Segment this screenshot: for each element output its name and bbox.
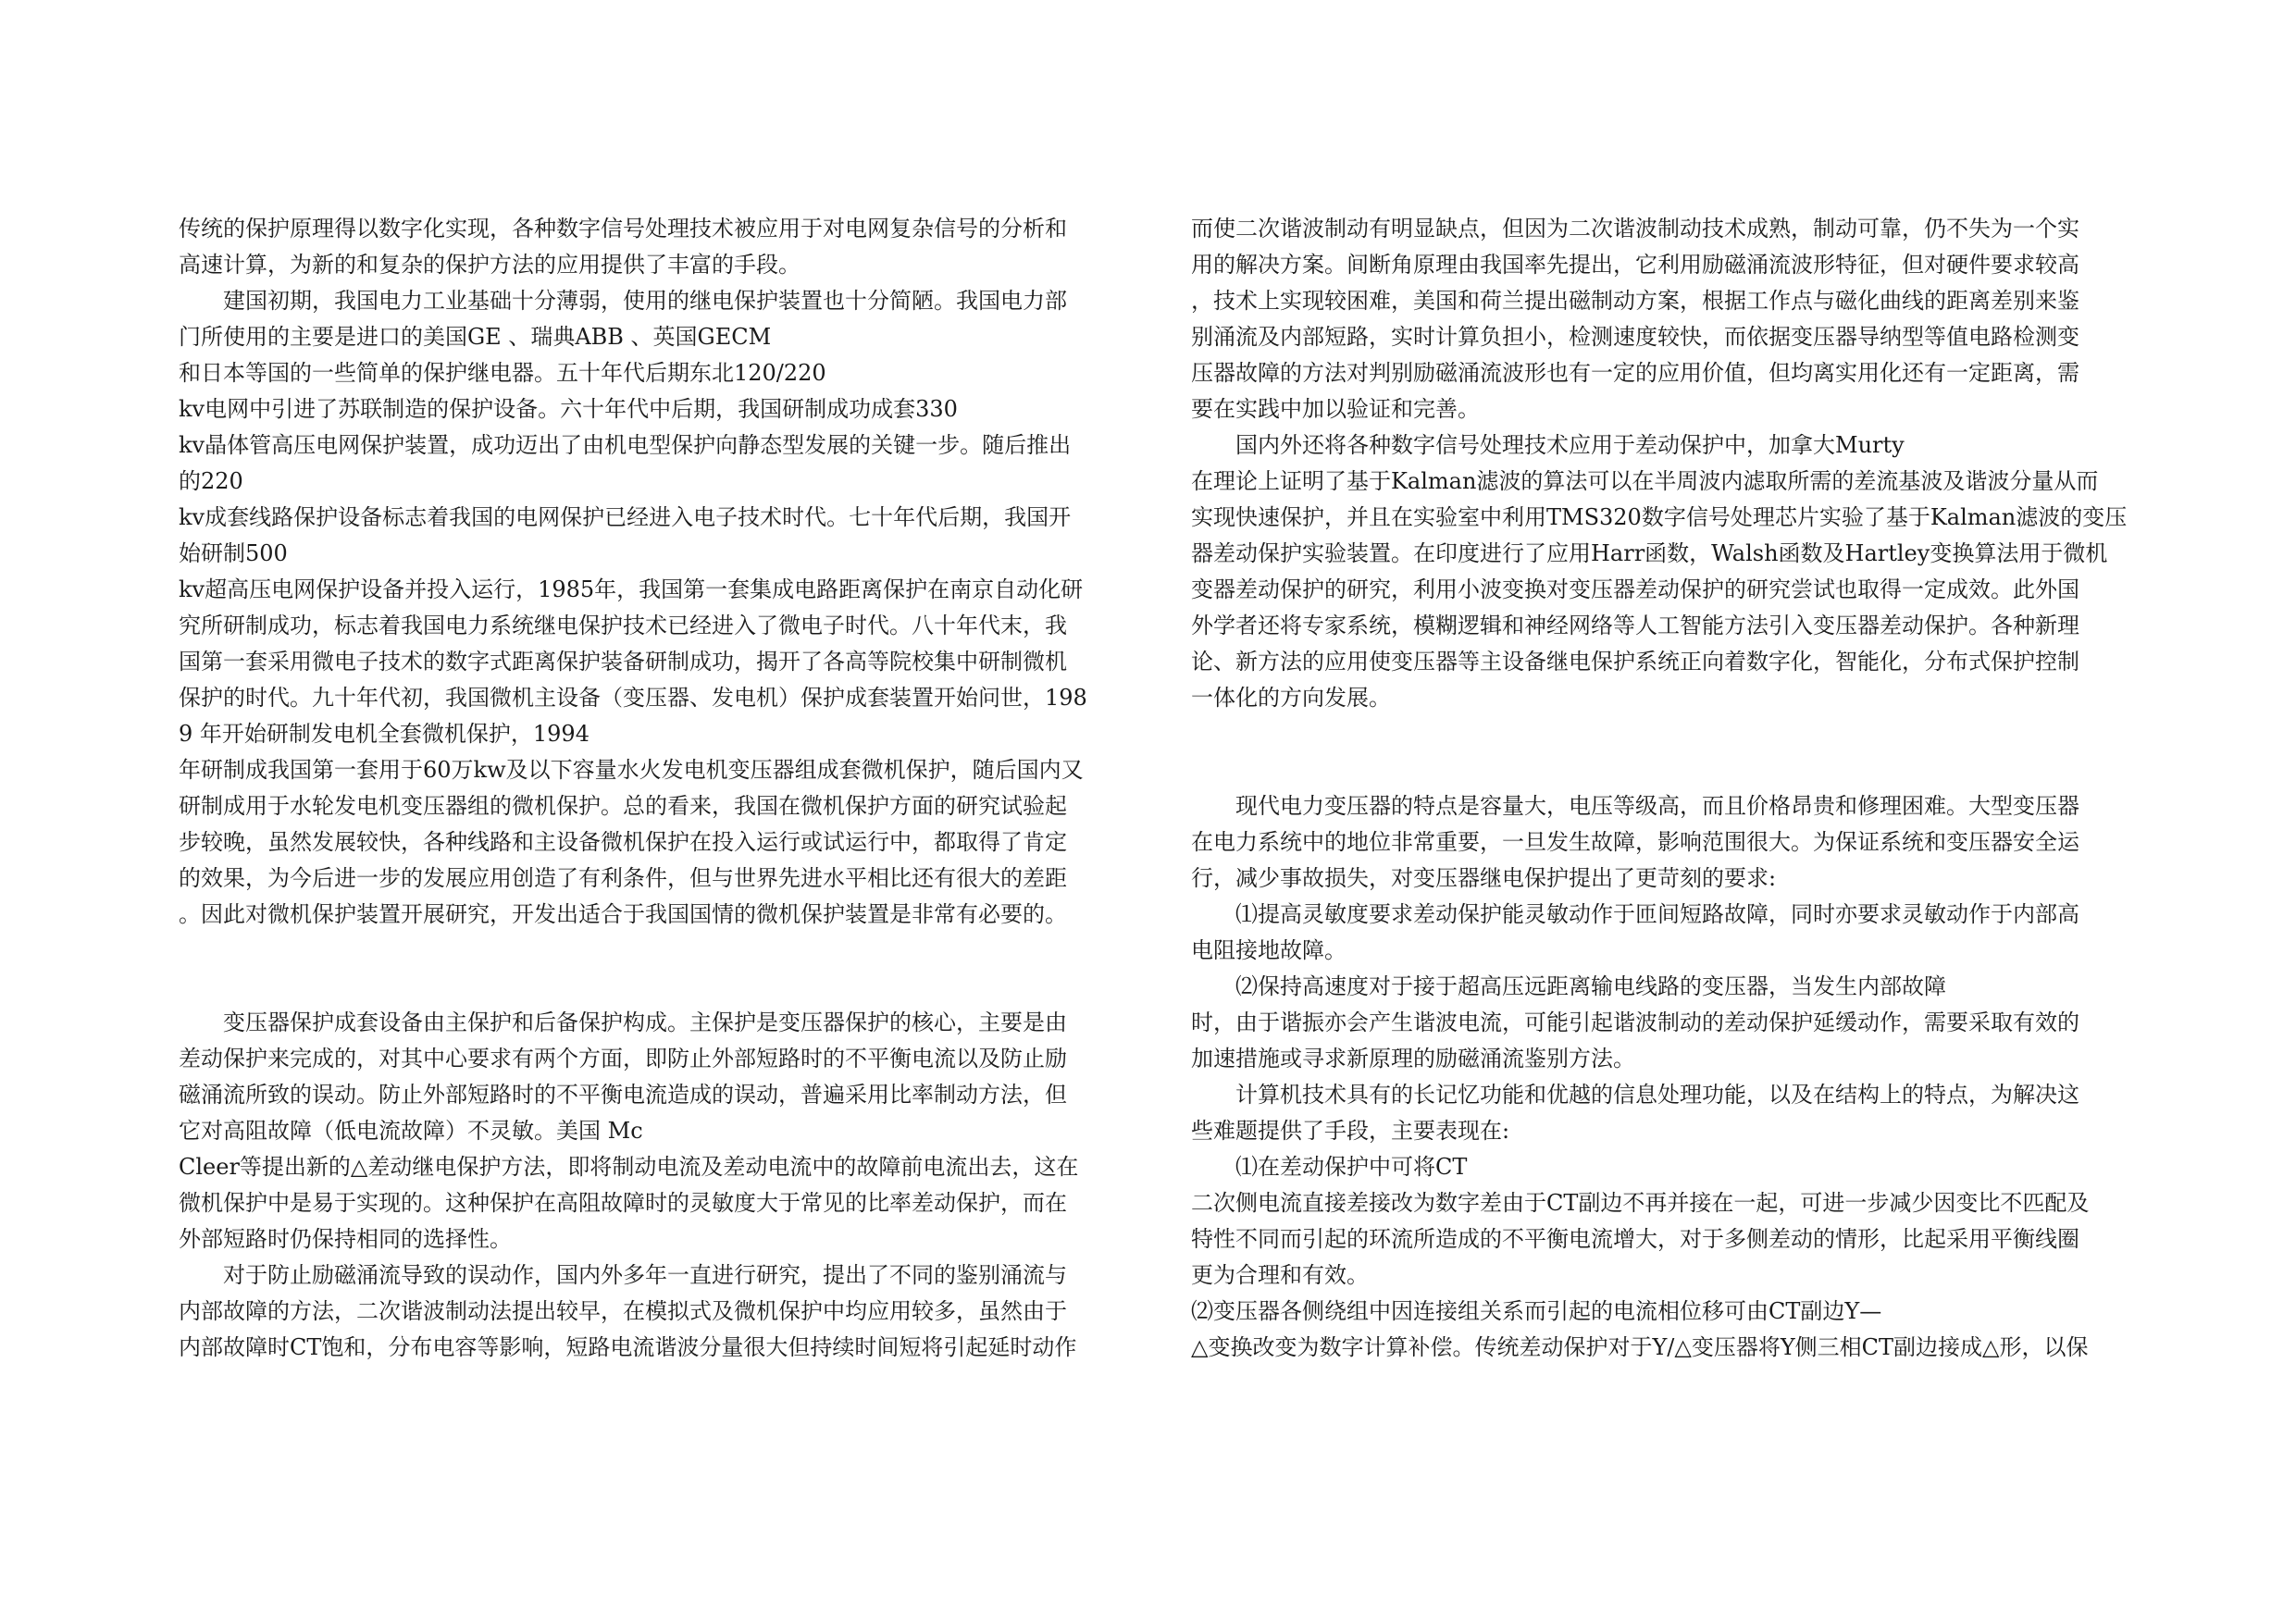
text-line: 和日本等国的一些简单的保护继电器。五十年代后期东北120/220 bbox=[179, 360, 826, 386]
text-line: ，技术上实现较困难，美国和荷兰提出磁制动方案，根据工作点与磁化曲线的距离差别来鉴 bbox=[1191, 288, 2079, 314]
paragraph-start: 计算机技术具有的长记忆功能和优越的信息处理功能，以及在结构上的特点，为解决这 bbox=[1235, 1082, 2079, 1108]
text-line: 而使二次谐波制动有明显缺点，但因为二次谐波制动技术成熟，制动可靠，仍不失为一个实 bbox=[1191, 216, 2079, 242]
text-line: 9 年开始研制发电机全套微机保护，1994 bbox=[179, 721, 590, 747]
text-line: 。因此对微机保护装置开展研究，开发出适合于我国国情的微机保护装置是非常有必要的。 bbox=[179, 901, 1067, 927]
text-line: 一体化的方向发展。 bbox=[1191, 685, 1391, 711]
text-line: 始研制500 bbox=[179, 540, 288, 566]
text-line: 高速计算，为新的和复杂的保护方法的应用提供了丰富的手段。 bbox=[179, 252, 800, 278]
text-line: 用的解决方案。间断角原理由我国率先提出，它利用励磁涌流波形特征，但对硬件要求较高 bbox=[1191, 252, 2079, 278]
list-item: ⑵变压器各侧绕组中因连接组关系而引起的电流相位移可由CT副边Y— bbox=[1191, 1298, 1882, 1324]
text-line: kv晶体管高压电网保护装置，成功迈出了由机电型保护向静态型发展的关键一步。随后推出 bbox=[179, 432, 1072, 458]
text-line: 磁涌流所致的误动。防止外部短路时的不平衡电流造成的误动，普遍采用比率制动方法，但 bbox=[179, 1082, 1067, 1108]
text-line: 年研制成我国第一套用于60万kw及以下容量水火发电机变压器组成套微机保护，随后国内又 bbox=[179, 757, 1084, 783]
text-line: 门所使用的主要是进口的美国GE 、瑞典ABB 、英国GECM bbox=[179, 324, 772, 350]
text-line: 器差动保护实验装置。在印度进行了应用Harr函数，Walsh函数及Hartley变换算法用于微机 bbox=[1191, 540, 2108, 566]
text-line: 国第一套采用微电子技术的数字式距离保护装备研制成功，揭开了各高等院校集中研制微机 bbox=[179, 649, 1067, 675]
text-line: 究所研制成功，标志着我国电力系统继电保护技术已经进入了微电子时代。八十年代末，我 bbox=[179, 613, 1067, 638]
list-item: ⑴在差动保护中可将CT bbox=[1235, 1154, 1468, 1180]
paragraph-start: 现代电力变压器的特点是容量大，电压等级高，而且价格昂贵和修理困难。大型变压器 bbox=[1235, 793, 2079, 819]
text-line: 加速措施或寻求新原理的励磁涌流鉴别方法。 bbox=[1191, 1046, 1635, 1072]
text-line: 保护的时代。九十年代初，我国微机主设备（变压器、发电机）保护成套装置开始问世，198 bbox=[179, 685, 1087, 711]
section-gap bbox=[1191, 716, 2140, 788]
text-line: 别涌流及内部短路，实时计算负担小，检测速度较快，而依据变压器导纳型等值电路检测变 bbox=[1191, 324, 2079, 350]
text-line: 外部短路时仍保持相同的选择性。 bbox=[179, 1226, 512, 1252]
text-line: 步较晚，虽然发展较快，各种线路和主设备微机保护在投入运行或试运行中，都取得了肯定 bbox=[179, 829, 1067, 855]
text-line: 二次侧电流直接差接改为数字差由于CT副边不再并接在一起，可进一步减少因变比不匹配及 bbox=[1191, 1190, 2090, 1216]
text-line: 电阻接地故障。 bbox=[1191, 937, 1347, 963]
text-line: 变器差动保护的研究，利用小波变换对变压器差动保护的研究尝试也取得一定成效。此外国 bbox=[1191, 576, 2079, 602]
text-line: △变换改变为数字计算补偿。传统差动保护对于Y/△变压器将Y侧三相CT副边接成△形，以保 bbox=[1191, 1334, 2089, 1360]
text-line: 时，由于谐振亦会产生谐波电流，可能引起谐波制动的差动保护延缓动作，需要采取有效的 bbox=[1191, 1010, 2079, 1035]
text-line: 它对高阻故障（低电流故障）不灵敏。美国 Mc bbox=[179, 1118, 643, 1144]
text-line: 传统的保护原理得以数字化实现，各种数字信号处理技术被应用于对电网复杂信号的分析和 bbox=[179, 216, 1067, 242]
text-line: 内部故障时CT饱和，分布电容等影响，短路电流谐波分量很大但持续时间短将引起延时动作 bbox=[179, 1334, 1077, 1360]
text-line: kv超高压电网保护设备并投入运行，1985年，我国第一套集成电路距离保护在南京自动化研 bbox=[179, 576, 1084, 602]
list-item: ⑴提高灵敏度要求差动保护能灵敏动作于匝间短路故障，同时亦要求灵敏动作于内部高 bbox=[1235, 901, 2079, 927]
paragraph-start: 对于防止励磁涌流导致的误动作，国内外多年一直进行研究，提出了不同的鉴别涌流与 bbox=[223, 1262, 1067, 1288]
text-line: 在理论上证明了基于Kalman滤波的算法可以在半周波内滤取所需的差流基波及谐波分量从而 bbox=[1191, 468, 2099, 494]
text-line: 些难题提供了手段，主要表现在: bbox=[1191, 1118, 1510, 1144]
text-line: 外学者还将专家系统，模糊逻辑和神经网络等人工智能方法引入变压器差动保护。各种新理 bbox=[1191, 613, 2079, 638]
text-line: kv电网中引进了苏联制造的保护设备。六十年代中后期，我国研制成功成套330 bbox=[179, 396, 958, 422]
text-line: 在电力系统中的地位非常重要，一旦发生故障，影响范围很大。为保证系统和变压器安全运 bbox=[1191, 829, 2079, 855]
list-item: ⑵保持高速度对于接于超高压远距离输电线路的变压器，当发生内部故障 bbox=[1235, 973, 1946, 999]
text-line: 内部故障的方法，二次谐波制动法提出较早，在模拟式及微机保护中均应用较多，虽然由于 bbox=[179, 1298, 1067, 1324]
paragraph-start: 变压器保护成套设备由主保护和后备保护构成。主保护是变压器保护的核心，主要是由 bbox=[223, 1010, 1067, 1035]
left-column bbox=[179, 211, 1113, 1366]
text-line: 微机保护中是易于实现的。这种保护在高阻故障时的灵敏度大于常见的比率差动保护，而在 bbox=[179, 1190, 1067, 1216]
paragraph-start: 建国初期，我国电力工业基础十分薄弱，使用的继电保护装置也十分简陋。我国电力部 bbox=[223, 288, 1067, 314]
text-line: 实现快速保护，并且在实验室中利用TMS320数字信号处理芯片实验了基于Kalman滤波的变压 bbox=[1191, 504, 2128, 530]
text-line: 论、新方法的应用使变压器等主设备继电保护系统正向着数字化，智能化，分布式保护控制 bbox=[1191, 649, 2079, 675]
text-line: kv成套线路保护设备标志着我国的电网保护已经进入电子技术时代。七十年代后期，我国开 bbox=[179, 504, 1072, 530]
text-line: Cleer等提出新的△差动继电保护方法，即将制动电流及差动电流中的故障前电流出去，这在 bbox=[179, 1154, 1079, 1180]
text-line: 特性不同而引起的环流所造成的不平衡电流增大，对于多侧差动的情形，比起采用平衡线圈 bbox=[1191, 1226, 2079, 1252]
text-line: 更为合理和有效。 bbox=[1191, 1262, 1369, 1288]
text-line: 的220 bbox=[179, 468, 243, 494]
section-gap bbox=[179, 933, 1113, 1005]
text-line: 压器故障的方法对判别励磁涌流波形也有一定的应用价值，但均离实用化还有一定距离，需 bbox=[1191, 360, 2079, 386]
paragraph-start: 国内外还将各种数字信号处理技术应用于差动保护中，加拿大Murty bbox=[1235, 432, 1905, 458]
text-line: 研制成用于水轮发电机变压器组的微机保护。总的看来，我国在微机保护方面的研究试验起 bbox=[179, 793, 1067, 819]
right-column bbox=[1191, 211, 2140, 1366]
text-line: 差动保护来完成的，对其中心要求有两个方面，即防止外部短路时的不平衡电流以及防止励 bbox=[179, 1046, 1067, 1072]
text-line: 要在实践中加以验证和完善。 bbox=[1191, 396, 1480, 422]
text-line: 的效果，为今后进一步的发展应用创造了有利条件，但与世界先进水平相比还有很大的差距 bbox=[179, 865, 1067, 891]
text-line: 行，减少事故损失，对变压器继电保护提出了更苛刻的要求: bbox=[1191, 865, 1777, 891]
